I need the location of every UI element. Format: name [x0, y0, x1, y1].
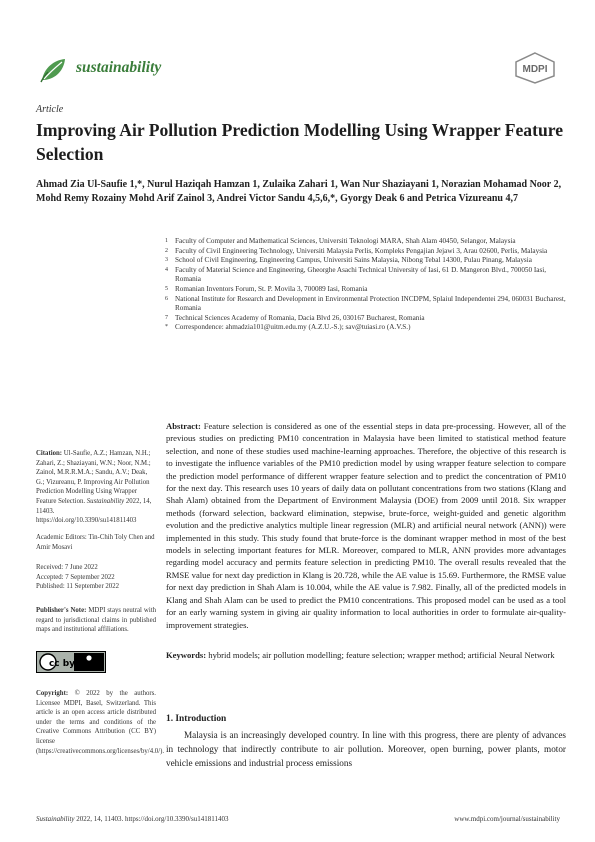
publisher-note: [36, 606, 156, 635]
affiliation-item: [165, 237, 570, 247]
affiliation-number: *: [165, 324, 168, 331]
keywords: [166, 649, 566, 661]
citation-block: [36, 449, 156, 526]
editors-names: Tin-Chih Toly Chen and Amir Mosavi: [36, 534, 155, 551]
cc-by-license-icon[interactable]: [36, 651, 106, 673]
affiliation-text: Faculty of Material Science and Engineering, Gheorghe Asachi Technical University of Iasi, 61 D. Mangeron Blvd., 700050 Iasi, Romania: [175, 265, 547, 284]
mdpi-logo-icon: [513, 52, 557, 84]
affiliations-list: [165, 237, 570, 333]
journal-leaf-icon: [38, 56, 68, 84]
citation-doi-link[interactable]: 2022, 14, 11403. https://doi.org/10.3390/su141811403: [36, 497, 152, 525]
affiliation-text: National Institute for Research and Development in Environmental Protection INCDPM, Splaiul Independentei 294, 060031 Bucharest, Romania: [175, 294, 566, 313]
affiliation-number: 4: [165, 266, 168, 273]
affiliation-number: 3: [165, 257, 168, 264]
citation-journal: Sustainability: [86, 497, 125, 505]
abstract-text: Feature selection is considered as one of the essential steps in data pre-processing. However, all of the previous studies on predicting PM10 concentration in Malaysia have been limited to statistical method feature selection, and none of these studies used machine-learning approaches. Therefore, the objective of this research is to investigate the influence variables of the PM10 prediction model by using wrapper feature selection to compare the prediction model performance of different wrapper feature selection and to predict the concentration of PM10 for the next day. This research uses 10 years of daily data on pollutant concentrations from two stations (Klang and Shah Alam) obtained from the Department of Environment Malaysia (DOE) from 2009 until 2018. Six wrapper methods (forward selection, backward elimination, stepwise, brute-force, weight-guided and genetic algorithm evolution and the predictive analytics multiple linear regression (MLR) and artificial neural network (ANN)) were implemented in this study. This study found that brute-force is the dominant wrapper method in most of the best models in selecting important features for MLR. Moreover, compared to MLR, ANN provides more advantages regarding model accuracy and permits feature selection in predicting PM10. The overall results revealed that the RMSE value for next day prediction in Klang is 20.728, while the AE value is 15.69. Furthermore, the RMSE value for next day prediction in Shah Alam is 10.004, while the AE value is 7.982. Finally, all of the predicted models in Klang and Shah Alam can be used to predict the PM10 concentrations. This proposed model can be used as a tool for an early warning system in giving air quality information to local authorities in order to formulate air-quality-improvement strategies.: [166, 421, 566, 630]
journal-name: sustainability: [76, 59, 162, 76]
citation-text: Ul-Saufie, A.Z.; Hamzan, N.H.; Zahari, Z.; Shaziayani, W.N.; Noor, N.M.; Zainol, M.R.R.M.A.; Sandu, A.V.; Deak, G.; Vizureanu, P. Improving Air Pollution Prediction Modelling Using Wrapper Feature Selection.: [36, 450, 151, 505]
introduction-paragraph: Malaysia is an increasingly developed country. In line with this progress, there are plenty of advances in technology that indirectly contribute to air pollution. Moreover, open burning, power plants, motor vehicle emissions and industrial process emissions: [166, 730, 566, 768]
affiliation-text: Faculty of Computer and Mathematical Sciences, Universiti Teknologi MARA, Shah Alam 40450, Selangor, Malaysia: [175, 237, 516, 245]
affiliation-number: 2: [165, 247, 168, 254]
affiliation-number: 5: [165, 285, 168, 292]
footer-doi-link[interactable]: 2022, 14, 11403. https://doi.org/10.3390/su141811403: [76, 815, 229, 823]
abstract: [166, 420, 566, 631]
affiliation-text: Technical Sciences Academy of Romania, Dacia Blvd 26, 030167 Bucharest, Romania: [175, 313, 425, 322]
published-date: Published: 11 September 2022: [36, 583, 120, 591]
abstract-label: Abstract:: [166, 421, 201, 431]
footer-citation: [36, 815, 228, 823]
article-dates: [36, 563, 156, 592]
affiliation-number: 7: [165, 314, 168, 321]
footer-journal-url[interactable]: www.mdpi.com/journal/sustainability: [454, 815, 560, 823]
affiliation-number: 1: [165, 238, 168, 244]
publisher-note-label: Publisher's Note:: [36, 607, 87, 614]
cc-badge-text: cc by: [48, 659, 76, 669]
editors-label: Academic Editors:: [36, 534, 87, 541]
affiliation-item: [165, 247, 570, 257]
copyright-block: [36, 689, 165, 756]
affiliation-text: Romanian Inventors Forum, St. P. Movila 3, 700089 Iasi, Romania: [175, 284, 368, 293]
academic-editors: [36, 533, 156, 552]
article-title: Improving Air Pollution Prediction Modelling Using Wrapper Feature Selection: [36, 120, 564, 164]
section-heading: 1. Introduction: [166, 714, 227, 724]
affiliation-text: School of Civil Engineering, Engineering Campus, Universiti Sains Malaysia, Nibong Tebal 14300, Pulau Pinang, Malaysia: [175, 256, 532, 265]
affiliation-item: [165, 314, 570, 324]
mdpi-logo-text: MDPI: [522, 64, 548, 75]
affiliation-text: Faculty of Civil Engineering Technology, Universiti Malaysia Perlis, Kompleks Pengajian Jejawi 3, Arau 02600, Perlis, Malaysia: [175, 246, 548, 255]
correspondence-text: Correspondence: ahmadzia101@uitm.edu.my (A.Z.U.-S.); sav@tuiasi.ro (A.V.S.): [175, 323, 411, 332]
received-date: Received: 7 June 2022: [36, 564, 98, 571]
copyright-text: © 2022 by the authors. Licensee MDPI, Basel, Switzerland. This article is an open access article distributed under the terms and conditions of the Creative Commons Attribution (CC BY) license (https://creativecommons.org/licenses/by/4.0/).: [36, 690, 165, 755]
affiliation-item: [165, 266, 570, 285]
author-list: Ahmad Zia Ul-Saufie 1,*, Nurul Haziqah Hamzan 1, Zulaika Zahari 1, Wan Nur Shaziayani 1, Norazian Mohamad Noor 2, Mohd Remy Rozainy Mohd Arif Zainol 3, Andrei Victor Sandu 4,5,6,*, Gyorgy Deak 6 and Petrica Vizureanu 4,7: [36, 179, 562, 204]
publisher-note-text: MDPI stays neutral with regard to jurisdictional claims in published maps and institutional affiliations.: [36, 607, 156, 634]
affiliation-item: [165, 295, 570, 314]
affiliation-item: [165, 285, 570, 295]
accepted-date: Accepted: 7 September 2022: [36, 573, 115, 581]
copyright-label: Copyright:: [36, 690, 69, 697]
keywords-text: hybrid models; air pollution modelling; feature selection; wrapper method; artificial Neural Network: [208, 650, 555, 660]
citation-label: Citation:: [36, 450, 63, 457]
correspondence-item: [165, 323, 570, 333]
footer-journal: Sustainability: [36, 815, 75, 823]
keywords-label: Keywords:: [166, 650, 207, 660]
affiliation-number: 6: [165, 295, 168, 302]
article-type: Article: [36, 104, 64, 115]
affiliation-item: [165, 256, 570, 266]
